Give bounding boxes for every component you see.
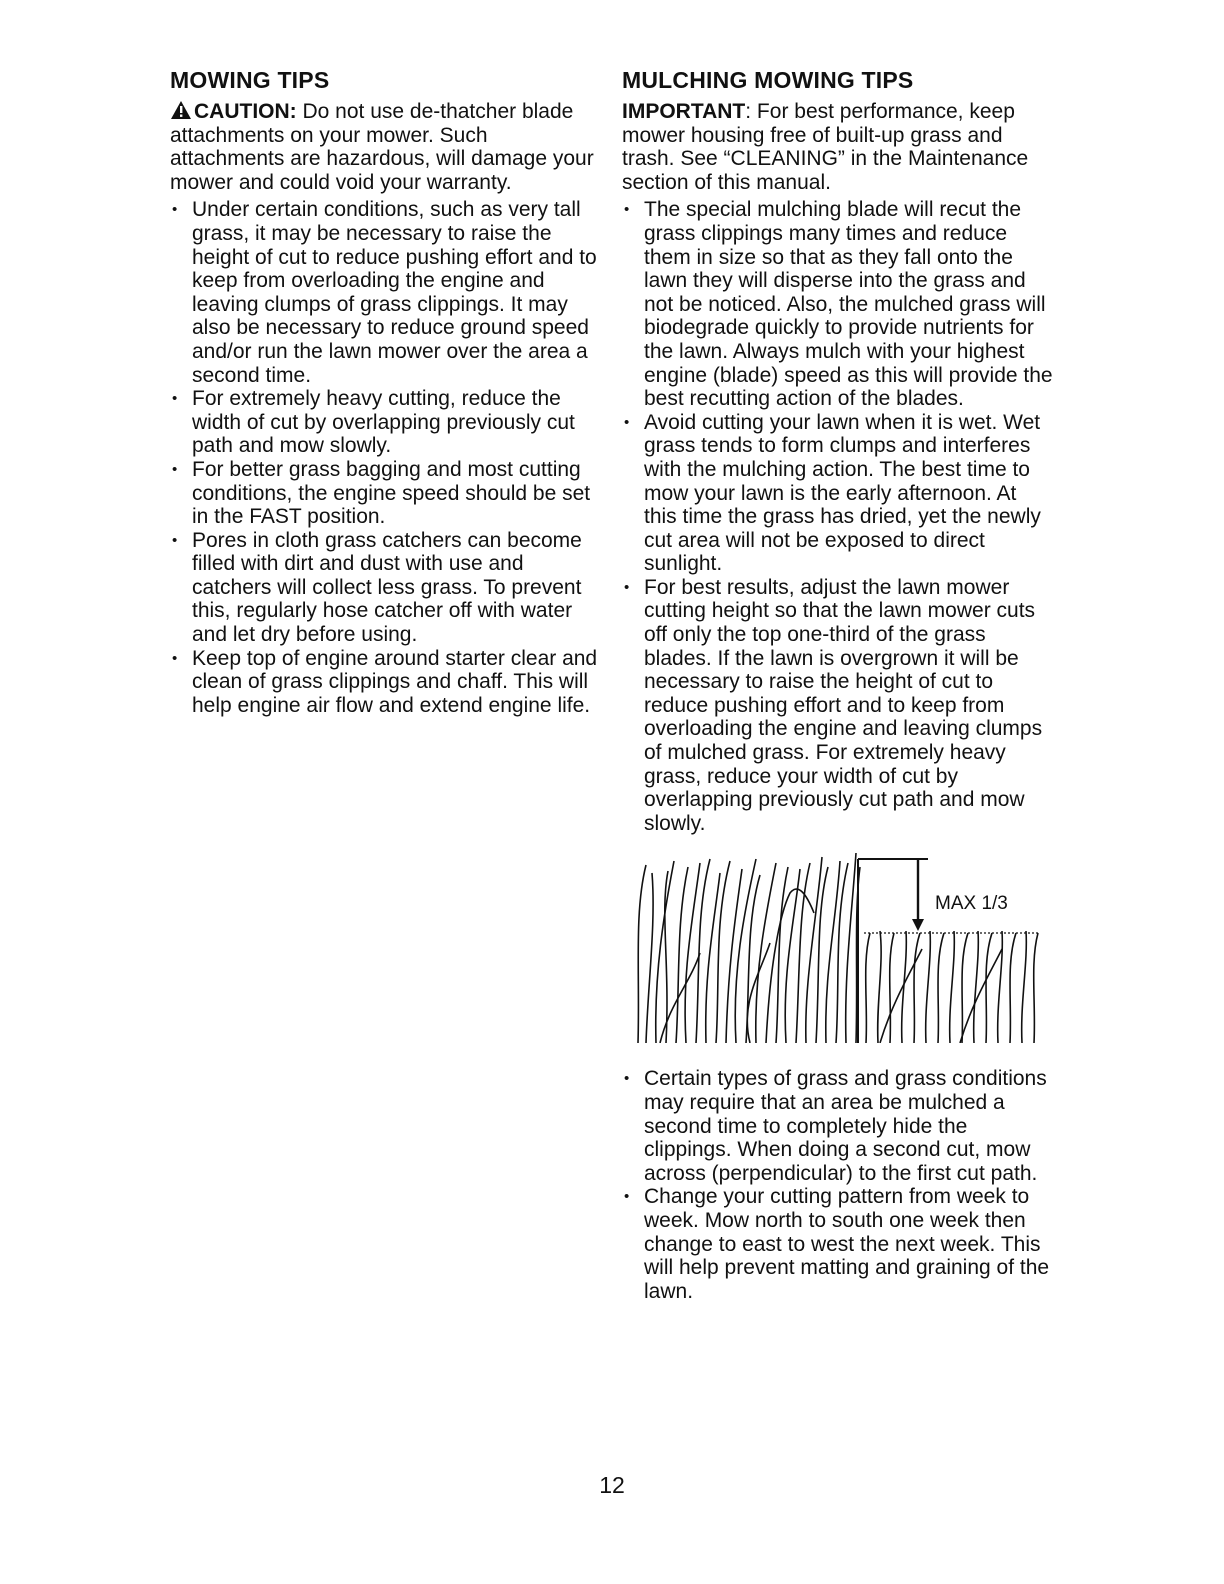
important-label: IMPORTANT — [622, 100, 746, 123]
mulching-tips-column — [622, 66, 1054, 1303]
list-item: • For best results, adjust the lawn mower cutting height so that the lawn mower cuts off only the top one-third of the grass blades. If the lawn is overgrown it will be necessary to raise the height of cut to reduce pushing effort and to keep from overloading the engine and leaving clumps of mulched grass. For extremely heavy grass, reduce your width of cut by overlapping previously cut path and mow slowly. — [622, 576, 1054, 836]
list-item: • Avoid cutting your lawn when it is wet. Wet grass tends to form clumps and interferes with the mulching action. The best time to mow your lawn is the early afternoon. At this time the grass has dried, yet the newly cut area will not be exposed to direct sunlight. — [622, 411, 1054, 576]
list-item: • Keep top of engine around starter clear and clean of grass clippings and chaff. This will help engine air flow and extend engine life. — [170, 647, 602, 718]
list-item: • The special mulching blade will recut the grass clippings many times and reduce them in size so that as they fall onto the lawn they will disperse into the grass and not be noticed. Also, the mulched grass will biodegrade quickly to provide nutrients for the lawn. Always mulch with your highest engine (blade) speed as this will provide the best recutting action of the blades. — [622, 198, 1054, 410]
list-item: • For extremely heavy cutting, reduce the width of cut by overlapping previously cut path and mow slowly. — [170, 387, 602, 458]
list-item: • For better grass bagging and most cutting conditions, the engine speed should be set in the FAST position. — [170, 458, 602, 529]
page-number: 12 — [599, 1472, 625, 1498]
mulching-tips-list — [622, 198, 1054, 835]
caution-text: Do not use de-thatcher blade attachments on your mower. Such attachments are hazardous, will damage your mower and could void your warranty. — [170, 100, 594, 194]
mowing-tips-heading: MOWING TIPS — [170, 67, 330, 93]
caution-paragraph — [170, 100, 602, 194]
caution-label: CAUTION: — [194, 100, 297, 123]
list-item: • Under certain conditions, such as very tall grass, it may be necessary to raise the height of cut to reduce pushing effort and to keep from overloading the engine and leaving clumps of grass clippings. It may also be necessary to reduce ground speed and/or run the lawn mower over the area a second time. — [170, 198, 602, 387]
list-item: • Certain types of grass and grass conditions may require that an area be mulched a second time to completely hide the clippings. When doing a second cut, mow across (perpendicular) to the first cut path. — [622, 1067, 1054, 1185]
important-paragraph — [622, 100, 1054, 194]
warning-triangle-icon — [170, 100, 192, 120]
mowing-tips-column — [170, 66, 602, 717]
list-item: • Pores in cloth grass catchers can become filled with dirt and dust with use and catchers will collect less grass. To prevent this, regularly hose catcher off with water and let dry before using. — [170, 529, 602, 647]
max-one-third-label: MAX 1/3 — [935, 893, 1008, 915]
mulching-tips-heading: MULCHING MOWING TIPS — [622, 67, 914, 93]
mulching-tips-list-continued — [622, 1067, 1054, 1303]
grass-blades-drawing — [630, 853, 1040, 1043]
important-text: : For best performance, keep mower housing free of built-up grass and trash. See “CLEANING” in the Maintenance section of this manual. — [622, 100, 1029, 194]
mowing-tips-list — [170, 198, 602, 717]
list-item: • Change your cutting pattern from week to week. Mow north to south one week then change to east to west the next week. This will help prevent matting and graining of the lawn. — [622, 1185, 1054, 1303]
grass-height-illustration — [630, 853, 1040, 1043]
